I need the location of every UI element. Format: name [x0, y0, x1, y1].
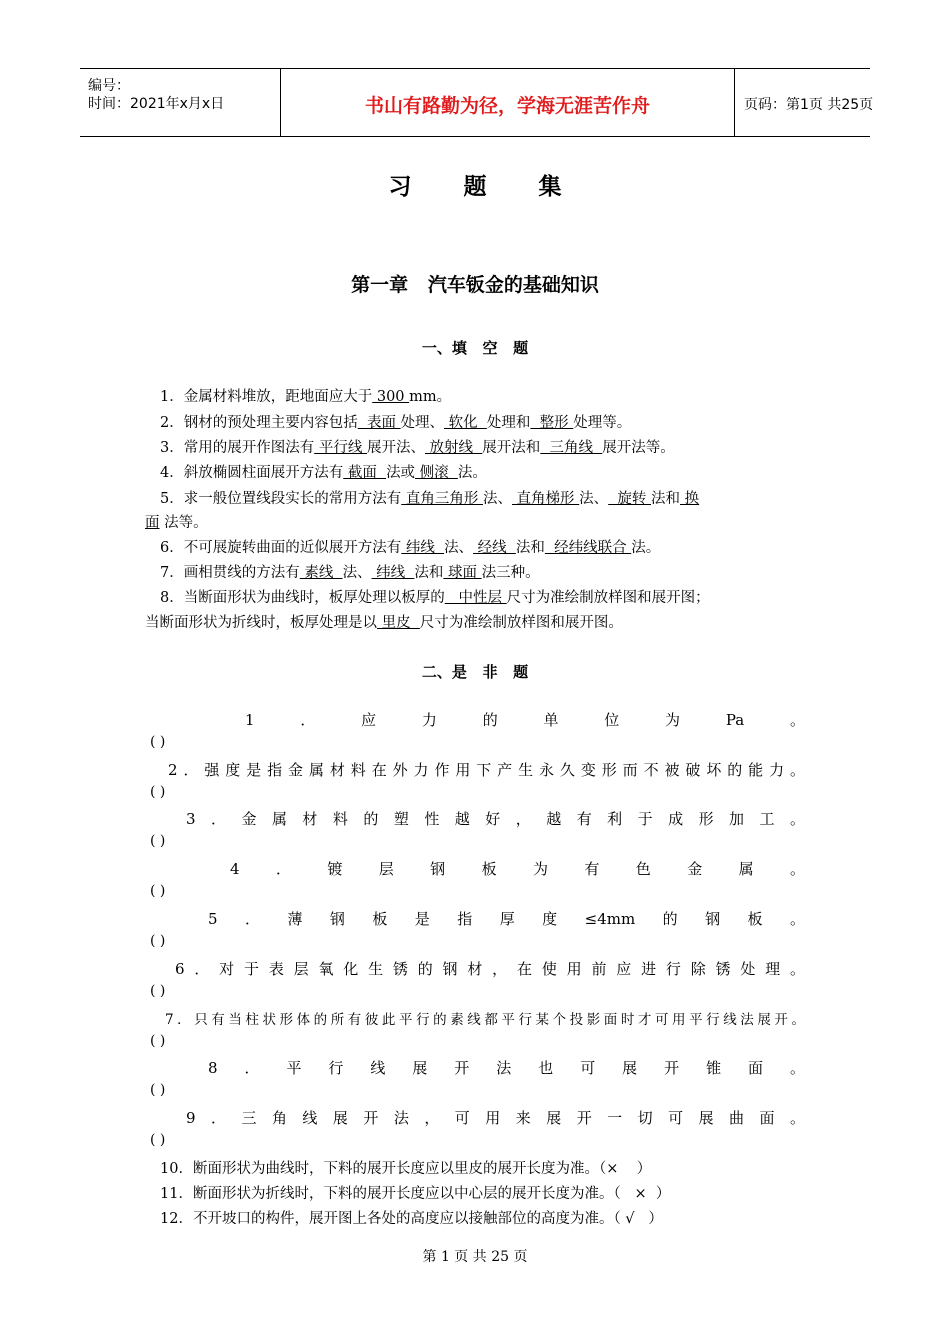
- answer-parentheses: ( ): [150, 1082, 166, 1098]
- question-text: mm。: [409, 389, 452, 405]
- question-text: 当断面形状为折线时，板厚处理是以: [145, 615, 377, 631]
- number-label: 编号：: [88, 78, 130, 94]
- question-text: 法。: [457, 465, 487, 481]
- true-false-question: 4．镀层钢板为有色金属。: [230, 860, 805, 878]
- answer-blank: 换: [680, 491, 700, 507]
- question-text: 尺寸为准绘制放样图和展开图；: [506, 590, 710, 606]
- question-text: 法。: [631, 540, 661, 556]
- true-false-question: 2．强度是指金属材料在外力作用下产生永久变形而不被破坏的能力。: [168, 761, 805, 779]
- question-text: 尺寸为准绘制放样图和展开图。: [419, 615, 623, 631]
- answer-blank: 平行线: [314, 440, 367, 456]
- answer-parentheses: ( ): [150, 933, 166, 949]
- answer-blank: 300: [372, 389, 410, 405]
- question-text: 法或: [386, 465, 416, 481]
- document-title: 习 题 集: [388, 174, 584, 200]
- answer-blank: 球面: [443, 565, 482, 581]
- answer-blank: 直角梯形: [511, 491, 580, 507]
- question-text: 法和: [414, 565, 444, 581]
- true-false-question: 6．对于表层氧化生锈的钢材，在使用前应进行除锈处理。: [175, 960, 805, 978]
- true-false-question: 10．断面形状为曲线时，下料的展开长度应以里皮的展开长度为准。（× ）: [160, 1161, 652, 1177]
- answer-blank: 放射线: [424, 440, 483, 456]
- page-label: 页码：第1页 共25页: [744, 97, 874, 113]
- time-label: 时间：2021年x月x日: [88, 96, 225, 112]
- question-text: 处理、: [400, 415, 445, 431]
- question-text: 4．斜放椭圆柱面展开方法有: [160, 465, 344, 481]
- answer-blank: 里皮: [377, 615, 420, 631]
- header-left-cell: [80, 69, 280, 136]
- answer-parentheses: ( ): [150, 833, 166, 849]
- answer-blank: 纬线: [371, 565, 415, 581]
- answer-blank: 软化: [444, 415, 487, 431]
- fill-question-line: [160, 385, 825, 406]
- question-text: 处理等。: [573, 415, 632, 431]
- chapter-title: 第一章 汽车钣金的基础知识: [351, 274, 599, 296]
- answer-blank: 侧滚: [415, 465, 458, 481]
- answer-parentheses: ( ): [150, 1033, 166, 1049]
- answer-parentheses: ( ): [150, 883, 166, 899]
- fill-question-line: [145, 511, 810, 532]
- fill-question-line: [160, 536, 825, 557]
- answer-parentheses: ( ): [150, 1132, 166, 1148]
- answer-blank: 截面: [343, 465, 387, 481]
- question-text: 5．求一般位置线段实长的常用方法有: [160, 491, 402, 507]
- fill-question-line: [160, 487, 825, 508]
- answer-parentheses: ( ): [150, 983, 166, 999]
- true-false-question: 9．三角线展开法，可用来展开一切可展曲面。: [186, 1109, 805, 1127]
- fill-question-line: [160, 436, 825, 457]
- question-text: 展开法等。: [602, 440, 675, 456]
- question-text: 法、: [444, 540, 474, 556]
- answer-blank: 中性层: [444, 590, 507, 606]
- motto-text: 书山有路勤为径，学海无涯苦作舟: [364, 95, 650, 117]
- question-text: 展开法和: [482, 440, 541, 456]
- question-text: 法三种。: [481, 565, 540, 581]
- question-text: 1．金属材料堆放，距地面应大于: [160, 389, 373, 405]
- true-false-question: 1．应力的单位为Pa。: [245, 711, 805, 729]
- answer-blank: 经线: [473, 540, 516, 556]
- question-text: 法、: [342, 565, 372, 581]
- fill-question-line: [160, 561, 825, 582]
- fill-question-line: [145, 611, 810, 632]
- answer-blank: 纬线: [401, 540, 445, 556]
- question-text: 3．常用的展开作图法有: [160, 440, 315, 456]
- question-text: 6．不可展旋转曲面的近似展开方法有: [160, 540, 402, 556]
- header-table: [80, 68, 874, 137]
- answer-blank: 三角线: [540, 440, 603, 456]
- section-title-fill-in: 一、填 空 题: [421, 339, 529, 357]
- page-footer: 第 1 页 共 25 页: [422, 1249, 528, 1265]
- answer-blank: 整形: [530, 415, 574, 431]
- fill-question-line: [160, 461, 825, 482]
- question-text: 展开法、: [366, 440, 425, 456]
- true-false-question: 5．薄钢板是指厚度≤4mm的钢板。: [208, 910, 805, 928]
- question-text: 法和: [515, 540, 545, 556]
- true-false-question: 12．不开坡口的构件，展开图上各处的高度应以接触部位的高度为准。（ √ ）: [160, 1211, 663, 1227]
- question-text: 7．画相贯线的方法有: [160, 565, 300, 581]
- answer-blank: 直角三角形: [401, 491, 483, 507]
- answer-blank: 面: [145, 515, 160, 531]
- question-text: 法、: [482, 491, 512, 507]
- true-false-question: 3．金属材料的塑性越好，越有利于成形加工。: [186, 810, 805, 828]
- fill-question-line: [160, 411, 825, 432]
- header-center-cell: [280, 69, 735, 136]
- question-text: 法等。: [159, 515, 208, 531]
- header-right-cell: [734, 69, 874, 136]
- answer-blank: 旋转: [608, 491, 651, 507]
- answer-blank: 经纬线联合: [544, 540, 632, 556]
- answer-parentheses: ( ): [150, 734, 166, 750]
- fill-question-line: [160, 586, 825, 607]
- section-title-true-false: 二、是 非 题: [421, 663, 529, 681]
- question-text: 处理和: [486, 415, 531, 431]
- answer-blank: 表面: [357, 415, 401, 431]
- answer-parentheses: ( ): [150, 784, 166, 800]
- question-text: 法和: [651, 491, 680, 507]
- question-text: 法、: [579, 491, 609, 507]
- question-text: 8．当断面形状为曲线时，板厚处理以板厚的: [160, 590, 445, 606]
- true-false-question: 7．只有当柱状形体的所有彼此平行的素线都平行某个投影面时才可用平行线法展开。: [165, 1012, 805, 1028]
- answer-blank: 素线: [299, 565, 343, 581]
- true-false-question: 11．断面形状为折线时，下料的展开长度应以中心层的展开长度为准。（ × ）: [160, 1186, 671, 1202]
- question-text: 2．钢材的预处理主要内容包括: [160, 415, 358, 431]
- true-false-question: 8．平行线展开法也可展开锥面。: [208, 1059, 805, 1077]
